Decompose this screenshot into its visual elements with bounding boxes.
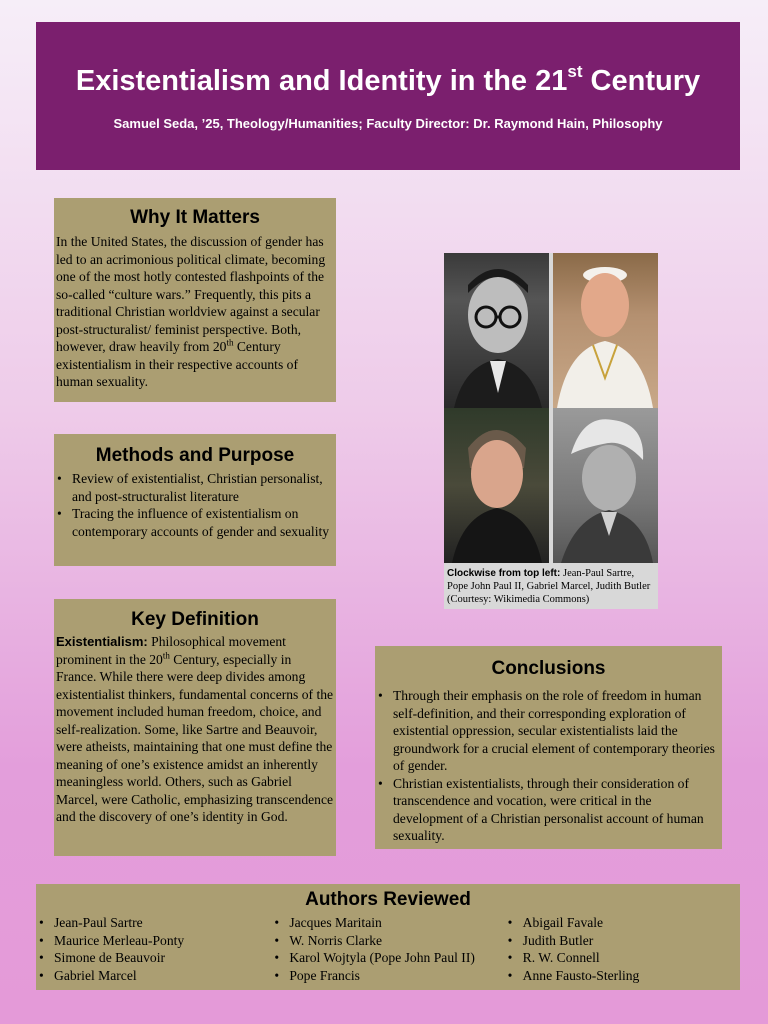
why-text-sup: th — [226, 337, 234, 348]
title-superscript: st — [567, 62, 583, 82]
conclusions-list — [375, 681, 722, 845]
list-item: • Anne Fausto-Sterling — [505, 967, 740, 985]
header-banner — [36, 22, 740, 170]
marcel-portrait-icon — [553, 408, 658, 563]
list-item: • Through their emphasis on the role of freedom in human self-definition, and their corresponding exploration of existential oppression, secular existentialists laid the groundwork for a crucial element of contemporary theories of gender. — [375, 687, 722, 775]
list-item: • W. Norris Clarke — [271, 932, 504, 950]
def-text-b: Century, especially in France. While there were deep divides among existentialist thinkers, fundamental concerns of the movement included human freedom, choice, and self-realization. Some, like Sartre and Beauvoir, were atheists, maintaining that one must define the meaning of one’s existence amidst an inherently meaningless world. Others, such as Gabriel Marcel, were Catholic, emphasizing transcendence and the discovery of one’s identity in God. — [56, 651, 334, 824]
list-item: • Tracing the influence of existentialism on contemporary accounts of gender and sexuality — [54, 505, 336, 540]
methods-heading: Methods and Purpose — [95, 445, 295, 466]
poster-title — [36, 22, 740, 98]
list-item: • Abigail Favale — [505, 914, 740, 932]
photo-caption — [444, 563, 658, 606]
sartre-portrait-icon — [444, 253, 549, 408]
title-text-end: Century — [582, 65, 701, 97]
why-it-matters-heading: Why It Matters — [130, 207, 260, 228]
sartre-photo — [444, 253, 549, 408]
why-text-a: In the United States, the discussion of gender has led to an acrimonious political climate, becoming one of the most hotly contested flashpoints of the so-called “culture wars.” Frequently, this pits a traditional Christian worldview against a secular post-structuralist/ feminist perspective. Both, however, draw heavily from 20 — [56, 234, 326, 354]
key-definition-text — [54, 632, 336, 826]
list-item: • Simone de Beauvoir — [36, 949, 271, 967]
def-text-a: Philosophical movement prominent in the 20 — [56, 634, 286, 667]
why-it-matters-text — [54, 230, 336, 391]
authors-reviewed-panel — [36, 884, 740, 990]
list-item: • Judith Butler — [505, 932, 740, 950]
list-item: • Gabriel Marcel — [36, 967, 271, 985]
key-definition-heading: Key Definition — [131, 609, 259, 630]
butler-portrait-icon — [444, 408, 549, 563]
list-item: • Christian existentialists, through their consideration of transcendence and vocation, were critical in the development of a Christian personalist account of human sexuality. — [375, 775, 722, 845]
methods-panel — [54, 434, 336, 566]
conclusions-heading: Conclusions — [491, 658, 606, 679]
def-text-sup: th — [162, 649, 170, 660]
title-text: Existentialism and Identity in the 21 — [75, 65, 568, 97]
definition-term: Existentialism: — [56, 634, 148, 649]
list-item: • Review of existentialist, Christian personalist, and post-structuralist literature — [54, 470, 336, 505]
conclusions-panel — [375, 646, 722, 849]
caption-text: Jean-Paul Sartre, Pope John Paul II, Gabriel Marcel, Judith Butler (Courtesy: Wikimedia Commons) — [447, 568, 651, 605]
portrait-collage — [444, 253, 658, 609]
authors-column-2 — [271, 914, 504, 984]
marcel-photo — [553, 408, 658, 563]
pope-portrait-icon — [553, 253, 658, 408]
authors-heading: Authors Reviewed — [305, 889, 471, 910]
key-definition-panel — [54, 599, 336, 856]
list-item: • Maurice Merleau-Ponty — [36, 932, 271, 950]
authors-column-3 — [505, 914, 740, 984]
caption-bold: Clockwise from top left: — [447, 568, 561, 579]
methods-list — [54, 468, 336, 540]
authors-column-1 — [36, 914, 271, 984]
why-text-b: Century existentialism in their respective accounts of human sexuality. — [56, 339, 298, 389]
butler-photo — [444, 408, 549, 563]
list-item: • Karol Wojtyla (Pope John Paul II) — [271, 949, 504, 967]
list-item: • Pope Francis — [271, 967, 504, 985]
authors-columns — [36, 912, 740, 984]
author-byline: Samuel Seda, ’25, Theology/Humanities; Faculty Director: Dr. Raymond Hain, Philosophy — [113, 116, 663, 131]
list-item: • R. W. Connell — [505, 949, 740, 967]
why-it-matters-panel — [54, 198, 336, 402]
list-item: • Jacques Maritain — [271, 914, 504, 932]
list-item: • Jean-Paul Sartre — [36, 914, 271, 932]
pope-john-paul-photo — [553, 253, 658, 408]
